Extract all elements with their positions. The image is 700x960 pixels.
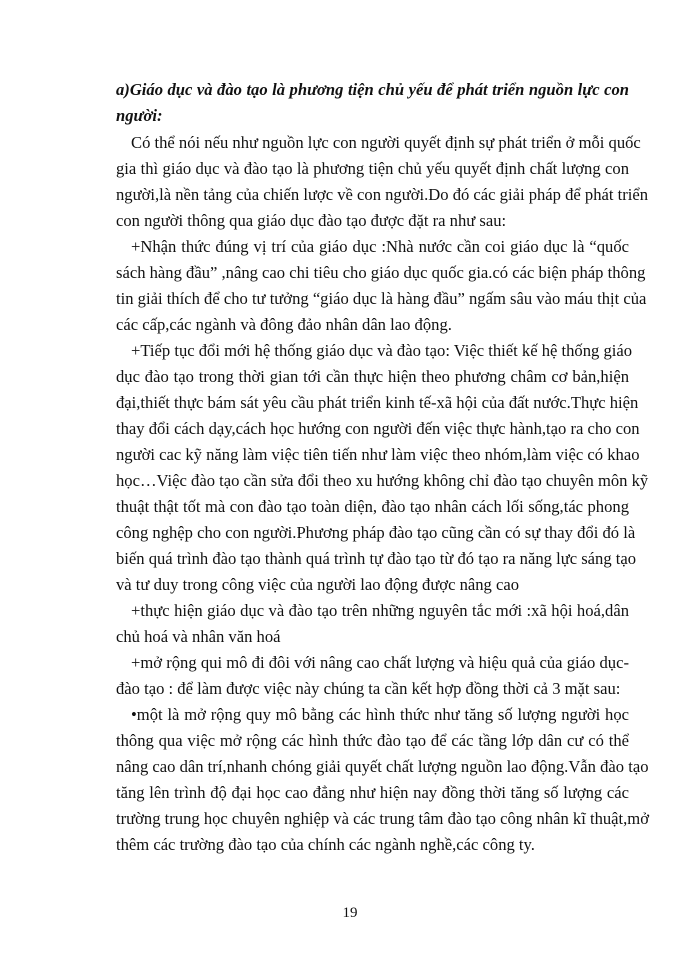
body-line: con người thông qua giáo dục đào tạo được đặt ra như sau:	[116, 211, 507, 230]
body-line: thông qua việc mở rộng các hình thức đào tạo để các tầng lớp dân cư có thể	[116, 731, 629, 750]
body-line: người,là nền tảng của chiến lược về con người.Do đó các giải pháp để phát triển	[116, 185, 649, 204]
body-line: +mở rộng qui mô đi đôi với nâng cao chất lượng và hiệu quả của giáo dục-	[131, 653, 629, 672]
body-line: chủ hoá và nhân văn hoá	[116, 627, 281, 646]
body-line: gia thì giáo dục và đào tạo là phương tiện chủ yếu quyết định chất lượng con	[116, 159, 629, 178]
page-number: 19	[342, 905, 358, 921]
body-line: tin giải thích để cho tư tưởng “giáo dục là hàng đầu” ngấm sâu vào máu thịt của	[116, 289, 647, 308]
body-line: công nghệp cho con người.Phương pháp đào tạo cũng cần có sự thay đổi đó là	[116, 523, 636, 542]
section-heading-line: người:	[116, 106, 163, 125]
body-line: biến quá trình đào tạo thành quá trình tự đào tạo từ đó tạo ra năng lực sáng tạo	[116, 549, 637, 568]
body-line: +thực hiện giáo dục và đào tạo trên những nguyên tắc mới :xã hội hoá,dân	[131, 601, 629, 620]
body-line: dục đào tạo trong thời gian tới cần thực hiện theo phương châm cơ bản,hiện	[116, 367, 629, 386]
body-line: đào tạo : để làm được việc này chúng ta cần kết hợp đồng thời cả 3 mặt sau:	[116, 679, 621, 698]
body-line: các cấp,các ngành và đông đảo nhân dân lao động.	[116, 315, 452, 334]
body-line: và tư duy trong công việc của người lao động được nâng cao	[116, 575, 520, 594]
section-heading-line: a)Giáo dục và đào tạo là phương tiện chủ yếu để phát triển nguồn lực con	[116, 80, 629, 99]
body-line: sách hàng đầu” ,nâng cao chi tiêu cho giáo dục quốc gia.có các biện pháp thông	[116, 263, 646, 282]
body-line: người cac kỹ năng làm việc tiên tiến như làm việc theo nhóm,làm việc có khao	[116, 445, 640, 464]
body-line: thêm các trường đào tạo của chính các ngành nghề,các công ty.	[116, 835, 535, 854]
body-line: trường trung học chuyên nghiệp và các trung tâm đào tạo công nhân kĩ thuật,mở	[116, 809, 649, 828]
body-line: đại,thiết thực bám sát yêu cầu phát triển kinh tế-xã hội của đất nước.Thực hiện	[116, 393, 639, 412]
body-line: thuật thật tốt mà con đào tạo toàn diện, đào tạo nhân cách lối sống,tác phong	[116, 497, 629, 516]
body-line: học…Việc đào tạo cần sửa đổi theo xu hướng không chỉ đào tạo chuyên môn kỹ	[116, 471, 649, 490]
body-line: +Tiếp tục đổi mới hệ thống giáo dục và đào tạo: Việc thiết kế hệ thống giáo	[131, 341, 633, 360]
body-line: Có thể nói nếu như nguồn lực con người quyết định sự phát triển ở mỗi quốc	[131, 133, 641, 152]
body-line: tăng lên trình độ đại học cao đẳng như hiện nay đồng thời tăng số lượng các	[116, 783, 629, 802]
body-line: thay đổi cách dạy,cách học hướng con người đến việc thực hành,tạo ra cho con	[116, 419, 640, 438]
body-line: nâng cao dân trí,nhanh chóng giải quyết chất lượng nguồn lao động.Vẫn đào tạo	[116, 757, 649, 776]
body-line: •một là mở rộng quy mô bằng các hình thức như tăng số lượng người học	[131, 705, 629, 724]
body-line: +Nhận thức đúng vị trí của giáo dục :Nhà nước cần coi giáo dục là “quốc	[131, 237, 629, 256]
